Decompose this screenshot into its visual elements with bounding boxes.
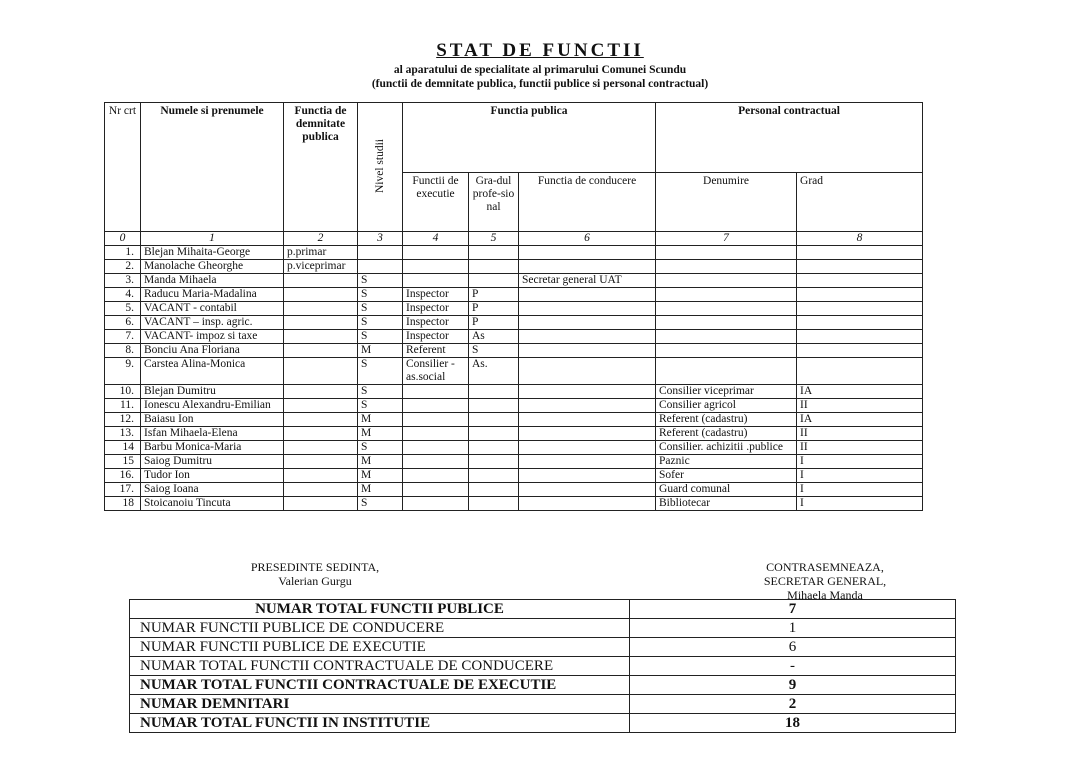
column-index: 7 <box>656 232 797 246</box>
execution-function: Inspector <box>403 316 469 330</box>
demnitate-function <box>284 427 358 441</box>
totals-row <box>130 638 956 657</box>
row-number: 2. <box>105 260 141 274</box>
contract-title <box>656 302 797 316</box>
employee-name: Bonciu Ana Floriana <box>141 344 284 358</box>
row-number: 12. <box>105 413 141 427</box>
contract-title <box>656 344 797 358</box>
table-row <box>105 469 923 483</box>
execution-function <box>403 274 469 288</box>
demnitate-function: p.viceprimar <box>284 260 358 274</box>
subtitle-line-1: al aparatului de specialitate al primarului Comunei Scundu <box>393 64 687 76</box>
row-number: 4. <box>105 288 141 302</box>
contract-grade <box>797 260 923 274</box>
management-function <box>519 358 656 385</box>
management-function <box>519 483 656 497</box>
management-function <box>519 441 656 455</box>
contract-grade <box>797 358 923 385</box>
totals-row <box>130 657 956 676</box>
professional-grade <box>469 274 519 288</box>
header-executie: Functii de executie <box>403 173 469 232</box>
employee-name: Stoicanoiu Tincuta <box>141 497 284 511</box>
header-group-contract: Personal contractual <box>656 103 923 173</box>
table-row <box>105 385 923 399</box>
totals-row <box>130 619 956 638</box>
management-function: Secretar general UAT <box>519 274 656 288</box>
employee-name: Saiog Dumitru <box>141 455 284 469</box>
row-number: 9. <box>105 358 141 385</box>
header-nr: Nr crt <box>105 103 141 232</box>
row-number: 7. <box>105 330 141 344</box>
demnitate-function <box>284 358 358 385</box>
table-row <box>105 316 923 330</box>
table-row <box>105 497 923 511</box>
study-level: M <box>358 413 403 427</box>
row-number: 11. <box>105 399 141 413</box>
contract-title: Sofer <box>656 469 797 483</box>
management-function <box>519 399 656 413</box>
totals-value: 9 <box>630 676 956 695</box>
totals-row <box>130 676 956 695</box>
table-row <box>105 288 923 302</box>
column-index: 6 <box>519 232 656 246</box>
study-level: S <box>358 385 403 399</box>
management-function <box>519 246 656 260</box>
row-number: 6. <box>105 316 141 330</box>
totals-table <box>129 599 956 733</box>
header-grad: Grad <box>797 173 923 232</box>
execution-function <box>403 385 469 399</box>
totals-row <box>130 714 956 733</box>
management-function <box>519 427 656 441</box>
execution-function <box>403 497 469 511</box>
demnitate-function <box>284 469 358 483</box>
demnitate-function <box>284 441 358 455</box>
contract-grade: II <box>797 399 923 413</box>
contract-grade: IA <box>797 385 923 399</box>
totals-label: NUMAR TOTAL FUNCTII PUBLICE <box>130 600 630 619</box>
employee-name: Barbu Monica-Maria <box>141 441 284 455</box>
contract-title: Guard comunal <box>656 483 797 497</box>
contract-title <box>656 246 797 260</box>
demnitate-function <box>284 399 358 413</box>
employee-name: Carstea Alina-Monica <box>141 358 284 385</box>
study-level: S <box>358 302 403 316</box>
management-function <box>519 385 656 399</box>
study-level: M <box>358 469 403 483</box>
contract-grade: II <box>797 427 923 441</box>
contract-grade <box>797 274 923 288</box>
table-row <box>105 260 923 274</box>
contract-grade <box>797 288 923 302</box>
table-row <box>105 330 923 344</box>
totals-value: 6 <box>630 638 956 657</box>
execution-function <box>403 441 469 455</box>
totals-value: 2 <box>630 695 956 714</box>
study-level: S <box>358 274 403 288</box>
execution-function: Inspector <box>403 330 469 344</box>
study-level: M <box>358 344 403 358</box>
row-number: 18 <box>105 497 141 511</box>
execution-function <box>403 427 469 441</box>
row-number: 3. <box>105 274 141 288</box>
totals-label: NUMAR TOTAL FUNCTII CONTRACTUALE DE EXECUTIE <box>130 676 630 695</box>
column-index-row <box>105 232 923 246</box>
row-number: 5. <box>105 302 141 316</box>
contract-title: Bibliotecar <box>656 497 797 511</box>
demnitate-function <box>284 288 358 302</box>
totals-value: 7 <box>630 600 956 619</box>
row-number: 16. <box>105 469 141 483</box>
execution-function: Inspector <box>403 302 469 316</box>
contract-title: Referent (cadastru) <box>656 413 797 427</box>
contract-title <box>656 330 797 344</box>
management-function <box>519 302 656 316</box>
employee-name: Ionescu Alexandru-Emilian <box>141 399 284 413</box>
management-function <box>519 260 656 274</box>
demnitate-function <box>284 302 358 316</box>
totals-value: - <box>630 657 956 676</box>
header-studii: Nivel studii <box>358 103 403 232</box>
row-number: 15 <box>105 455 141 469</box>
management-function <box>519 344 656 358</box>
row-number: 10. <box>105 385 141 399</box>
study-level: S <box>358 358 403 385</box>
row-number: 8. <box>105 344 141 358</box>
contract-title <box>656 274 797 288</box>
demnitate-function <box>284 274 358 288</box>
totals-label: NUMAR TOTAL FUNCTII IN INSTITUTIE <box>130 714 630 733</box>
contract-title: Consilier. achizitii .publice <box>656 441 797 455</box>
professional-grade <box>469 469 519 483</box>
contract-title <box>656 288 797 302</box>
header-name: Numele si prenumele <box>141 103 284 232</box>
demnitate-function <box>284 497 358 511</box>
row-number: 14 <box>105 441 141 455</box>
study-level: S <box>358 316 403 330</box>
column-index: 1 <box>141 232 284 246</box>
employee-name: Manda Mihaela <box>141 274 284 288</box>
totals-row <box>130 695 956 714</box>
contract-grade: IA <box>797 413 923 427</box>
demnitate-function <box>284 385 358 399</box>
demnitate-function <box>284 344 358 358</box>
table-row <box>105 274 923 288</box>
employee-name: Blejan Mihaita-George <box>141 246 284 260</box>
professional-grade <box>469 497 519 511</box>
employee-name: VACANT - contabil <box>141 302 284 316</box>
header-demnitate: Functia de demnitate publica <box>284 103 358 232</box>
employee-name: Isfan Mihaela-Elena <box>141 427 284 441</box>
contract-grade <box>797 344 923 358</box>
employee-name: Tudor Ion <box>141 469 284 483</box>
management-function <box>519 413 656 427</box>
demnitate-function <box>284 455 358 469</box>
study-level: S <box>358 330 403 344</box>
study-level: S <box>358 288 403 302</box>
contract-grade: II <box>797 441 923 455</box>
professional-grade: P <box>469 288 519 302</box>
header-group-public: Functia publica <box>403 103 656 173</box>
execution-function: Inspector <box>403 288 469 302</box>
professional-grade <box>469 427 519 441</box>
study-level: S <box>358 441 403 455</box>
professional-grade <box>469 399 519 413</box>
study-level <box>358 246 403 260</box>
employee-name: Saiog Ioana <box>141 483 284 497</box>
execution-function <box>403 455 469 469</box>
table-row <box>105 302 923 316</box>
contract-title: Consilier agricol <box>656 399 797 413</box>
professional-grade: P <box>469 316 519 330</box>
professional-grade: S <box>469 344 519 358</box>
document-title: STAT DE FUNCTII <box>436 40 644 61</box>
table-row <box>105 483 923 497</box>
management-function <box>519 288 656 302</box>
professional-grade: P <box>469 302 519 316</box>
table-row <box>105 413 923 427</box>
contract-title <box>656 358 797 385</box>
contract-grade: I <box>797 469 923 483</box>
professional-grade <box>469 413 519 427</box>
contract-title: Referent (cadastru) <box>656 427 797 441</box>
table-row <box>105 358 923 385</box>
row-number: 1. <box>105 246 141 260</box>
column-index: 3 <box>358 232 403 246</box>
table-row <box>105 344 923 358</box>
totals-value: 18 <box>630 714 956 733</box>
demnitate-function: p.primar <box>284 246 358 260</box>
employee-name: VACANT – insp. agric. <box>141 316 284 330</box>
employee-name: VACANT- impoz si taxe <box>141 330 284 344</box>
management-function <box>519 455 656 469</box>
header-conducere: Functia de conducere <box>519 173 656 232</box>
contract-grade <box>797 316 923 330</box>
execution-function: Referent <box>403 344 469 358</box>
management-function <box>519 497 656 511</box>
study-level <box>358 260 403 274</box>
professional-grade <box>469 246 519 260</box>
row-number: 17. <box>105 483 141 497</box>
management-function <box>519 330 656 344</box>
totals-label: NUMAR FUNCTII PUBLICE DE CONDUCERE <box>130 619 630 638</box>
execution-function: Consilier - as.social <box>403 358 469 385</box>
professional-grade <box>469 385 519 399</box>
execution-function <box>403 483 469 497</box>
contract-title <box>656 316 797 330</box>
contract-grade <box>797 330 923 344</box>
contract-grade: I <box>797 455 923 469</box>
contract-title: Consilier viceprimar <box>656 385 797 399</box>
contract-grade <box>797 302 923 316</box>
column-index: 4 <box>403 232 469 246</box>
study-level: M <box>358 483 403 497</box>
execution-function <box>403 260 469 274</box>
management-function <box>519 316 656 330</box>
employee-name: Blejan Dumitru <box>141 385 284 399</box>
employee-name: Manolache Gheorghe <box>141 260 284 274</box>
totals-value: 1 <box>630 619 956 638</box>
demnitate-function <box>284 330 358 344</box>
column-index: 2 <box>284 232 358 246</box>
header-denumire: Denumire <box>656 173 797 232</box>
professional-grade: As <box>469 330 519 344</box>
contract-title <box>656 260 797 274</box>
study-level: M <box>358 455 403 469</box>
professional-grade <box>469 455 519 469</box>
column-index: 5 <box>469 232 519 246</box>
professional-grade <box>469 260 519 274</box>
contract-grade: I <box>797 497 923 511</box>
execution-function <box>403 246 469 260</box>
professional-grade <box>469 483 519 497</box>
totals-label: NUMAR FUNCTII PUBLICE DE EXECUTIE <box>130 638 630 657</box>
table-row <box>105 399 923 413</box>
study-level: S <box>358 497 403 511</box>
contract-grade <box>797 246 923 260</box>
table-row <box>105 427 923 441</box>
study-level: M <box>358 427 403 441</box>
contract-grade: I <box>797 483 923 497</box>
totals-label: NUMAR TOTAL FUNCTII CONTRACTUALE DE CONDUCERE <box>130 657 630 676</box>
study-level: S <box>358 399 403 413</box>
table-row <box>105 455 923 469</box>
subtitle-line-2: (functii de demnitate publica, functii publice si personal contractual) <box>371 78 709 90</box>
signature-left: PRESEDINTE SEDINTA, Valerian Gurgu <box>250 560 380 588</box>
employee-name: Baiasu Ion <box>141 413 284 427</box>
totals-row <box>130 600 956 619</box>
column-index: 8 <box>797 232 923 246</box>
management-function <box>519 469 656 483</box>
row-number: 13. <box>105 427 141 441</box>
execution-function <box>403 469 469 483</box>
professional-grade: As. <box>469 358 519 385</box>
demnitate-function <box>284 483 358 497</box>
employee-name: Raducu Maria-Madalina <box>141 288 284 302</box>
demnitate-function <box>284 316 358 330</box>
table-row <box>105 246 923 260</box>
professional-grade <box>469 441 519 455</box>
totals-label: NUMAR DEMNITARI <box>130 695 630 714</box>
signature-right: CONTRASEMNEAZA, SECRETAR GENERAL, Mihaela Manda <box>763 560 887 602</box>
column-index: 0 <box>105 232 141 246</box>
contract-title: Paznic <box>656 455 797 469</box>
header-grad-prof: Gra-dul profe-sional <box>469 173 519 232</box>
demnitate-function <box>284 413 358 427</box>
execution-function <box>403 413 469 427</box>
staff-table <box>104 102 923 511</box>
execution-function <box>403 399 469 413</box>
table-row <box>105 441 923 455</box>
